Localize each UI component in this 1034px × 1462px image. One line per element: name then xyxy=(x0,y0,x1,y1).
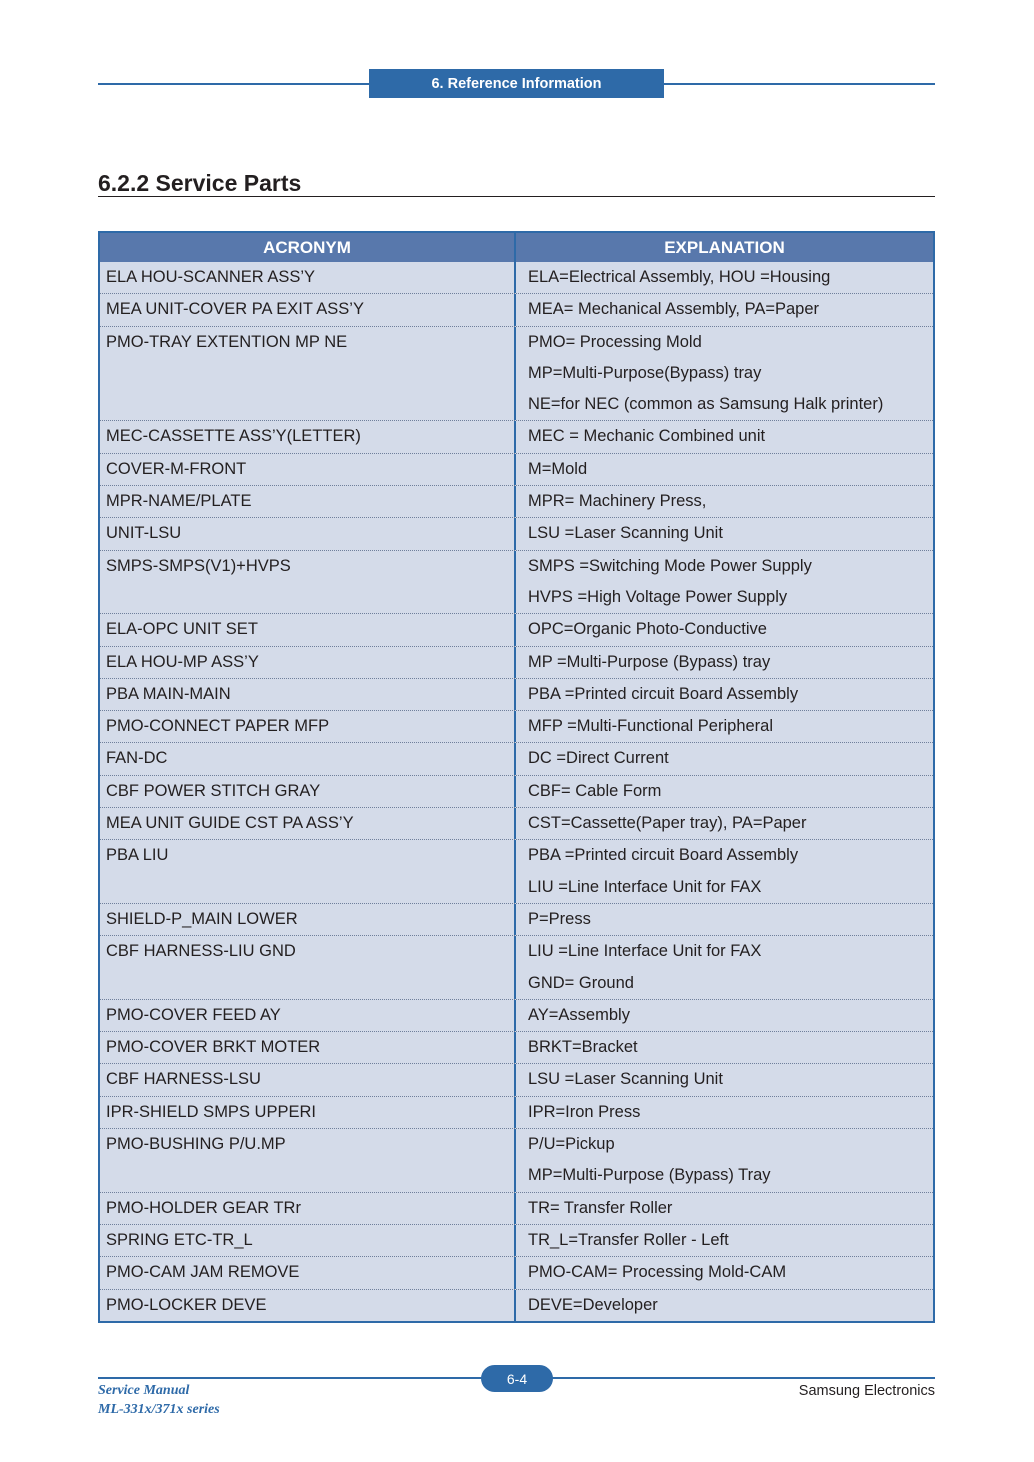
table-row xyxy=(100,1192,933,1224)
explanation-line: MP =Multi-Purpose (Bypass) tray xyxy=(528,652,771,671)
explanation-line: TR_L=Transfer Roller - Left xyxy=(528,1230,729,1249)
explanation-line: CBF= Cable Form xyxy=(528,781,662,800)
explanation-line: SMPS =Switching Mode Power Supply xyxy=(528,556,812,575)
explanation-cell xyxy=(516,840,933,903)
explanation-line: TR= Transfer Roller xyxy=(528,1198,673,1217)
table-row xyxy=(100,999,933,1031)
explanation-line: BRKT=Bracket xyxy=(528,1038,638,1057)
acronym-cell: MEA UNIT GUIDE CST PA ASS’Y xyxy=(100,808,516,839)
explanation-cell xyxy=(516,647,933,678)
acronym-cell: PMO-COVER FEED AY xyxy=(100,1000,516,1031)
table-row xyxy=(100,646,933,678)
explanation-line: MPR= Machinery Press, xyxy=(528,492,707,511)
explanation-cell xyxy=(516,679,933,710)
table-row xyxy=(100,1031,933,1063)
table-row xyxy=(100,903,933,935)
page-title: 6.2.2 Service Parts xyxy=(98,170,302,196)
explanation-cell xyxy=(516,551,933,614)
footer-rule-left xyxy=(98,1377,482,1379)
explanation-cell xyxy=(516,776,933,807)
table-row xyxy=(100,550,933,614)
explanation-line: IPR=Iron Press xyxy=(528,1102,641,1121)
table-row xyxy=(100,485,933,517)
acronym-cell: PMO-HOLDER GEAR TRr xyxy=(100,1193,516,1224)
footer-rule-right xyxy=(552,1377,935,1379)
explanation-line: LIU =Line Interface Unit for FAX xyxy=(528,877,762,896)
acronym-cell: PMO-BUSHING P/U.MP xyxy=(100,1129,516,1192)
acronym-cell: PMO-LOCKER DEVE xyxy=(100,1290,516,1321)
table-row xyxy=(100,775,933,807)
acronym-cell: PMO-CONNECT PAPER MFP xyxy=(100,711,516,742)
acronym-cell: MPR-NAME/PLATE xyxy=(100,486,516,517)
explanation-line: DEVE=Developer xyxy=(528,1295,658,1314)
table-row xyxy=(100,839,933,903)
acronym-cell: ELA-OPC UNIT SET xyxy=(100,614,516,645)
explanation-line: LIU =Line Interface Unit for FAX xyxy=(528,942,762,961)
acronym-cell: SPRING ETC-TR_L xyxy=(100,1225,516,1256)
table-row xyxy=(100,420,933,452)
acronym-cell: PBA LIU xyxy=(100,840,516,903)
manual-title xyxy=(98,1381,220,1419)
explanation-line: HVPS =High Voltage Power Supply xyxy=(528,587,788,606)
explanation-cell xyxy=(516,711,933,742)
table-row xyxy=(100,807,933,839)
explanation-line: LSU =Laser Scanning Unit xyxy=(528,524,723,543)
explanation-line: MP=Multi-Purpose (Bypass) Tray xyxy=(528,1166,771,1185)
table-row xyxy=(100,1063,933,1095)
manual-title-line-2: ML-331x/371x series xyxy=(98,1402,220,1417)
explanation-cell xyxy=(516,327,933,421)
explanation-cell xyxy=(516,1290,933,1321)
table-body xyxy=(100,262,933,1321)
page-number: 6-4 xyxy=(481,1365,553,1392)
explanation-line: MFP =Multi-Functional Peripheral xyxy=(528,717,774,736)
acronym-cell: COVER-M-FRONT xyxy=(100,454,516,485)
column-header-explanation: EXPLANATION xyxy=(664,237,785,257)
column-header-acronym: ACRONYM xyxy=(100,233,516,262)
explanation-line: GND= Ground xyxy=(528,973,634,992)
explanation-line: OPC=Organic Photo-Conductive xyxy=(528,620,767,639)
acronym-cell: FAN-DC xyxy=(100,743,516,774)
explanation-cell xyxy=(516,904,933,935)
acronym-cell: PMO-CAM JAM REMOVE xyxy=(100,1257,516,1288)
explanation-cell xyxy=(516,421,933,452)
acronym-cell: MEA UNIT-COVER PA EXIT ASS’Y xyxy=(100,294,516,325)
explanation-cell xyxy=(516,262,933,293)
acronym-cell: CBF POWER STITCH GRAY xyxy=(100,776,516,807)
explanation-line: PMO-CAM= Processing Mold-CAM xyxy=(528,1263,787,1282)
acronym-cell: SHIELD-P_MAIN LOWER xyxy=(100,904,516,935)
section-tab: 6. Reference Information xyxy=(369,69,664,98)
acronym-cell: CBF HARNESS-LIU GND xyxy=(100,936,516,999)
table-row xyxy=(100,293,933,325)
explanation-cell xyxy=(516,1193,933,1224)
table-row xyxy=(100,742,933,774)
table-row xyxy=(100,517,933,549)
header-rule-left xyxy=(98,83,370,85)
table-row xyxy=(100,935,933,999)
explanation-line: PBA =Printed circuit Board Assembly xyxy=(528,846,799,865)
explanation-cell xyxy=(516,1225,933,1256)
table-row xyxy=(100,1289,933,1321)
table-row xyxy=(100,1256,933,1288)
explanation-cell xyxy=(516,518,933,549)
table-row xyxy=(100,1224,933,1256)
acronym-cell: MEC-CASSETTE ASS’Y(LETTER) xyxy=(100,421,516,452)
explanation-line: MP=Multi-Purpose(Bypass) tray xyxy=(528,363,762,382)
explanation-line: NE=for NEC (common as Samsung Halk printer) xyxy=(528,395,884,414)
acronym-cell: PBA MAIN-MAIN xyxy=(100,679,516,710)
table-row xyxy=(100,710,933,742)
explanation-cell xyxy=(516,486,933,517)
explanation-line: CST=Cassette(Paper tray), PA=Paper xyxy=(528,814,807,833)
explanation-cell xyxy=(516,1032,933,1063)
table-header-row xyxy=(100,233,933,262)
explanation-line: MEA= Mechanical Assembly, PA=Paper xyxy=(528,300,820,319)
table-row xyxy=(100,262,933,293)
title-underline xyxy=(98,196,935,197)
explanation-cell xyxy=(516,1000,933,1031)
explanation-line: P/U=Pickup xyxy=(528,1135,615,1154)
company-name: Samsung Electronics xyxy=(798,1383,935,1399)
service-parts-table xyxy=(98,231,935,1323)
explanation-line: MEC = Mechanic Combined unit xyxy=(528,427,766,446)
table-row xyxy=(100,326,933,421)
explanation-cell xyxy=(516,1064,933,1095)
explanation-line: DC =Direct Current xyxy=(528,749,669,768)
acronym-cell: PMO-COVER BRKT MOTER xyxy=(100,1032,516,1063)
explanation-cell xyxy=(516,808,933,839)
explanation-line: P=Press xyxy=(528,909,591,928)
explanation-line: M=Mold xyxy=(528,459,588,478)
table-row xyxy=(100,613,933,645)
explanation-line: LSU =Laser Scanning Unit xyxy=(528,1070,723,1089)
acronym-cell: IPR-SHIELD SMPS UPPERI xyxy=(100,1097,516,1128)
explanation-cell xyxy=(516,1257,933,1288)
explanation-cell xyxy=(516,743,933,774)
explanation-cell xyxy=(516,936,933,999)
manual-title-line-1: Service Manual xyxy=(98,1383,190,1398)
explanation-line: ELA=Electrical Assembly, HOU =Housing xyxy=(528,268,831,286)
explanation-cell xyxy=(516,614,933,645)
table-row xyxy=(100,678,933,710)
table-row xyxy=(100,1096,933,1128)
table-row xyxy=(100,1128,933,1192)
table-row xyxy=(100,453,933,485)
explanation-cell xyxy=(516,1097,933,1128)
acronym-cell: CBF HARNESS-LSU xyxy=(100,1064,516,1095)
acronym-cell: UNIT-LSU xyxy=(100,518,516,549)
explanation-cell xyxy=(516,294,933,325)
explanation-cell xyxy=(516,1129,933,1192)
explanation-line: PMO= Processing Mold xyxy=(528,332,702,351)
acronym-cell: PMO-TRAY EXTENTION MP NE xyxy=(100,327,516,421)
acronym-cell: SMPS-SMPS(V1)+HVPS xyxy=(100,551,516,614)
header-rule-right xyxy=(663,83,935,85)
acronym-cell: ELA HOU-MP ASS’Y xyxy=(100,647,516,678)
explanation-line: AY=Assembly xyxy=(528,1005,630,1024)
acronym-cell: ELA HOU-SCANNER ASS’Y xyxy=(100,262,516,293)
explanation-cell xyxy=(516,454,933,485)
explanation-line: PBA =Printed circuit Board Assembly xyxy=(528,684,799,703)
